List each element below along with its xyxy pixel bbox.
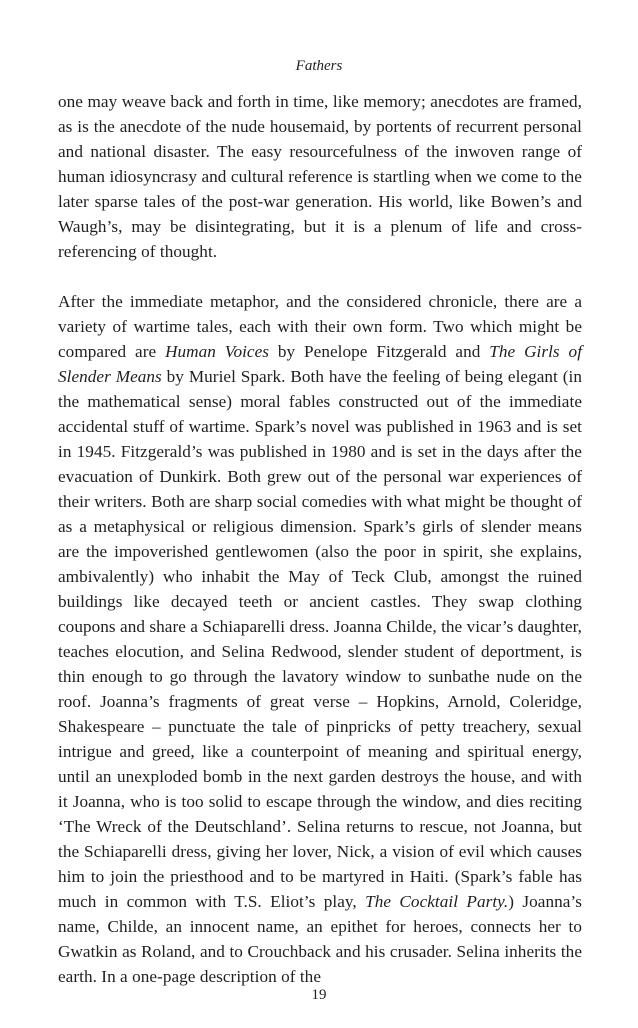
paragraph-2-text-3: by Muriel Spark. Both have the feeling of being elegant (in the mathematical sense) moral fables constructed out of the immediate accidental stuff of wartime. Spark’s novel was published in 1963 and is set in 1945. Fitzgerald’s was published in 1980 and is set in the days after the evacuation of Dunkirk. Both grew out of the personal war experiences of their writers. Both are sharp social comedies with what might be thought of as a metaphysical or religious dimension. Spark’s girls of slender means are the impoverished gentlewomen (also the poor in spirit, she explains, ambivalently) who inhabit the May of Teck Club, amongst the ruined buildings like decayed teeth or ancient castles. They swap clothing coupons and share a Schiaparelli dress. Joanna Childe, the vicar’s daughter, teaches elocution, and Selina Redwood, slender student of deportment, is thin enough to go through the lavatory window to sunbathe nude on the roof. Joanna’s fragments of great verse – Hopkins, Arnold, Coleridge, Shakespeare – punctuate the tale of pinpricks of petty treachery, sexual intrigue and greed, like a counterpoint of meaning and spiritual energy, until an unexploded bomb in the next garden destroys the house, and with it Joanna, who is too solid to escape through the window, and dies reciting ‘The Wreck of the Deutschland’. Selina returns to rescue, not Joanna, but the Schiaparelli dress, giving her lover, Nick, a vision of evil which causes him to join the priesthood and to be martyred in Haiti. (Spark’s fable has much in common with T.S. Eliot’s play, [58, 367, 582, 911]
paragraph-2-text-4: ) Joanna’s name, Childe, an innocent name, an epithet for heroes, connects her to Gwatkin as Roland, and to Crouchback and his crusader. Selina inherits the earth. In a one-page description of the [58, 892, 582, 986]
play-title-cocktail-party: The Cocktail Party. [365, 892, 509, 911]
paragraph-2 [58, 289, 582, 989]
body-text [58, 89, 582, 989]
page-number: 19 [311, 987, 327, 1003]
book-title-girls-of-slender-means: The Girls of Slender Means [58, 342, 583, 386]
paragraph-2-text-2: by Penelope Fitzgerald and [269, 342, 490, 361]
paragraph-2-text-1: After the immediate metaphor, and the considered chronicle, there are a variety of wartime tales, each with their own form. Two which might be compared are [58, 292, 582, 361]
book-title-human-voices: Human Voices [165, 342, 270, 361]
running-head: Fathers [295, 58, 343, 74]
paragraph-1: one may weave back and forth in time, like memory; anecdotes are framed, as is the anecdote of the nude housemaid, by portents of recurrent personal and national disaster. The easy resourcefulness of the inwoven range of human idiosyncrasy and cultural reference is startling when we come to the later sparse tales of the post-war generation. His world, like Bowen’s and Waugh’s, may be disintegrating, but it is a plenum of life and cross-referencing of thought. [58, 92, 582, 261]
